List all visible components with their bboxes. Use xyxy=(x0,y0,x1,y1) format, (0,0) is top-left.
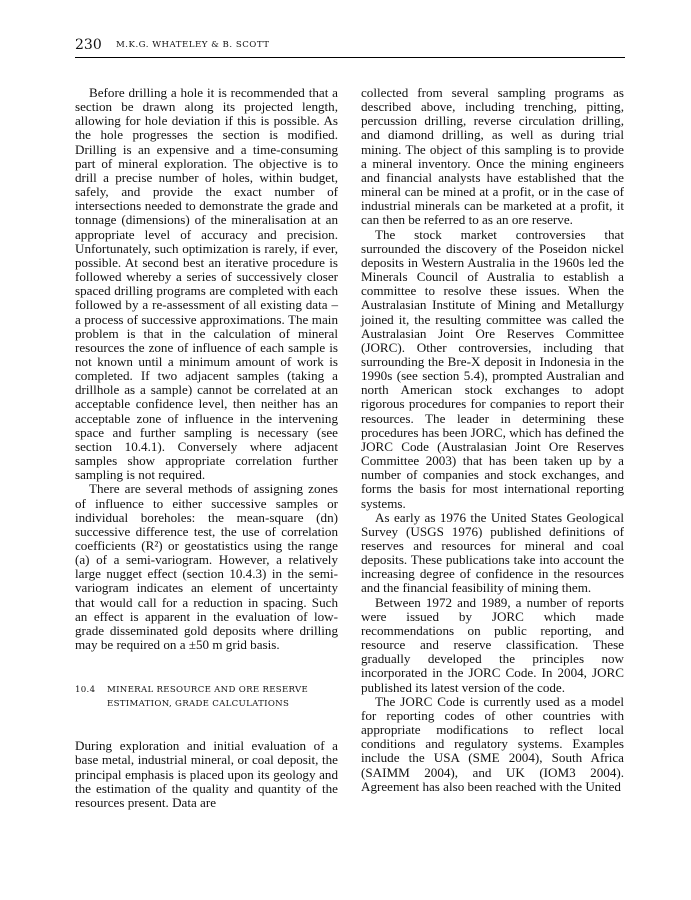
page-header xyxy=(75,33,625,58)
section-title-line-2: ESTIMATION, GRADE CALCULATIONS xyxy=(107,699,290,710)
paragraph: There are several methods of assigning zones of influence to either successive samples or individual boreholes: the mean-square (dn) successive difference test, the use of correlation coefficients (R²) or geostatistics using the range (a) of a semi-variogram. However, a relatively large nugget effect (section 10.4.3) in the semi-variogram indicates an element of uncertainty that would call for a reduction in spacing. Such an effect is apparent in the evaluation of low-grade disseminated gold deposits where drilling may be required on a ±50 m grid basis. xyxy=(75,481,338,653)
right-column xyxy=(361,86,624,794)
page-number: 230 xyxy=(75,37,102,53)
left-column xyxy=(75,86,338,810)
paragraph: Before drilling a hole it is recommended that a section be drawn along its projected length, allowing for hole deviation if this is possible. As the hole progresses the section is modified. Drilling is an expensive and a time-consuming part of mineral exploration. The objective is to drill a precise number of holes, within budget, safely, and provide the exact number of intersections needed to demonstrate the grade and tonnage (dimensions) of the mineralisation at an appropriate level of accuracy and precision. Unfortunately, such optimization is rarely, if ever, possible. At second best an iterative procedure is followed whereby a series of successively closer spaced drilling programs are completed with each followed by a re-assessment of all existing data – a process of successive approximations. The main problem is that in the calculation of mineral resources the zone of influence of each sample is not known until a minimum amount of work is completed. If two adjacent samples (taking a drillhole as a sample) cannot be correlated at an acceptable confidence level, then neither has an acceptable zone of influence in the intervening space and further sampling is necessary (see section 10.4.1). Conversely where adjacent samples show appropriate correlation further sampling is not required. xyxy=(75,85,338,483)
paragraph: During exploration and initial evaluation of a base metal, industrial mineral, or coal deposit, the principal emphasis is placed upon its geology and the estimation of the quality and quantity of the resources present. Data are xyxy=(75,738,338,810)
section-title-line-1: MINERAL RESOURCE AND ORE RESERVE xyxy=(107,685,309,696)
paragraph: The stock market controversies that surrounded the discovery of the Poseidon nickel deposits in Western Australia in the 1960s led the Minerals Council of Australia to establish a committee to resolve these issues. When the Australasian Institute of Mining and Metallurgy joined it, the resulting committee was called the Australasian Joint Ore Reserves Committee (JORC). Other controversies, including that surrounding the Bre-X deposit in Indonesia in the 1990s (see section 5.4), prompted Australian and north American stock exchanges to adopt rigorous procedures for companies to report their resources. The leader in determining these procedures has been JORC, which has defined the JORC Code (Australasian Joint Ore Reserves Committee 2003) that has been taken up by a number of companies and stock exchanges, and forms the basis for most international reporting systems. xyxy=(361,226,624,511)
paragraph: Between 1972 and 1989, a number of reports were issued by JORC which made recommendations on public reporting, and resource and reserve classification. These gradually developed the principles now incorporated in the JORC Code. In 2004, JORC published its latest version of the code. xyxy=(361,594,624,695)
running-head: M.K.G. WHATELEY & B. SCOTT xyxy=(116,40,270,50)
paragraph: The JORC Code is currently used as a model for reporting codes of other countries with appropriate modifications to reflect local conditions and regulatory systems. Examples include the USA (SME 2004), South Africa (SAIMM 2004), and UK (IOM3 2004). Agreement has also been reached with the United xyxy=(361,693,624,794)
paragraph: As early as 1976 the United States Geological Survey (USGS 1976) published definitions of reserves and resources for mineral and coal deposits. These publications take into account the increasing degree of confidence in the resources and the financial feasibility of mining them. xyxy=(361,509,624,596)
section-number: 10.4 xyxy=(75,685,96,696)
section-heading xyxy=(75,683,338,711)
paragraph: collected from several sampling programs as described above, including trenching, pitting, percussion drilling, reverse circulation drilling, and diamond drilling, as well as during trial mining. The object of this sampling is to provide a mineral inventory. Once the mining engineers and financial analysts have established that the mineral can be mined at a profit, or in the case of industrial minerals can be marketed at a profit, it can then be referred to as an ore reserve. xyxy=(361,85,624,228)
